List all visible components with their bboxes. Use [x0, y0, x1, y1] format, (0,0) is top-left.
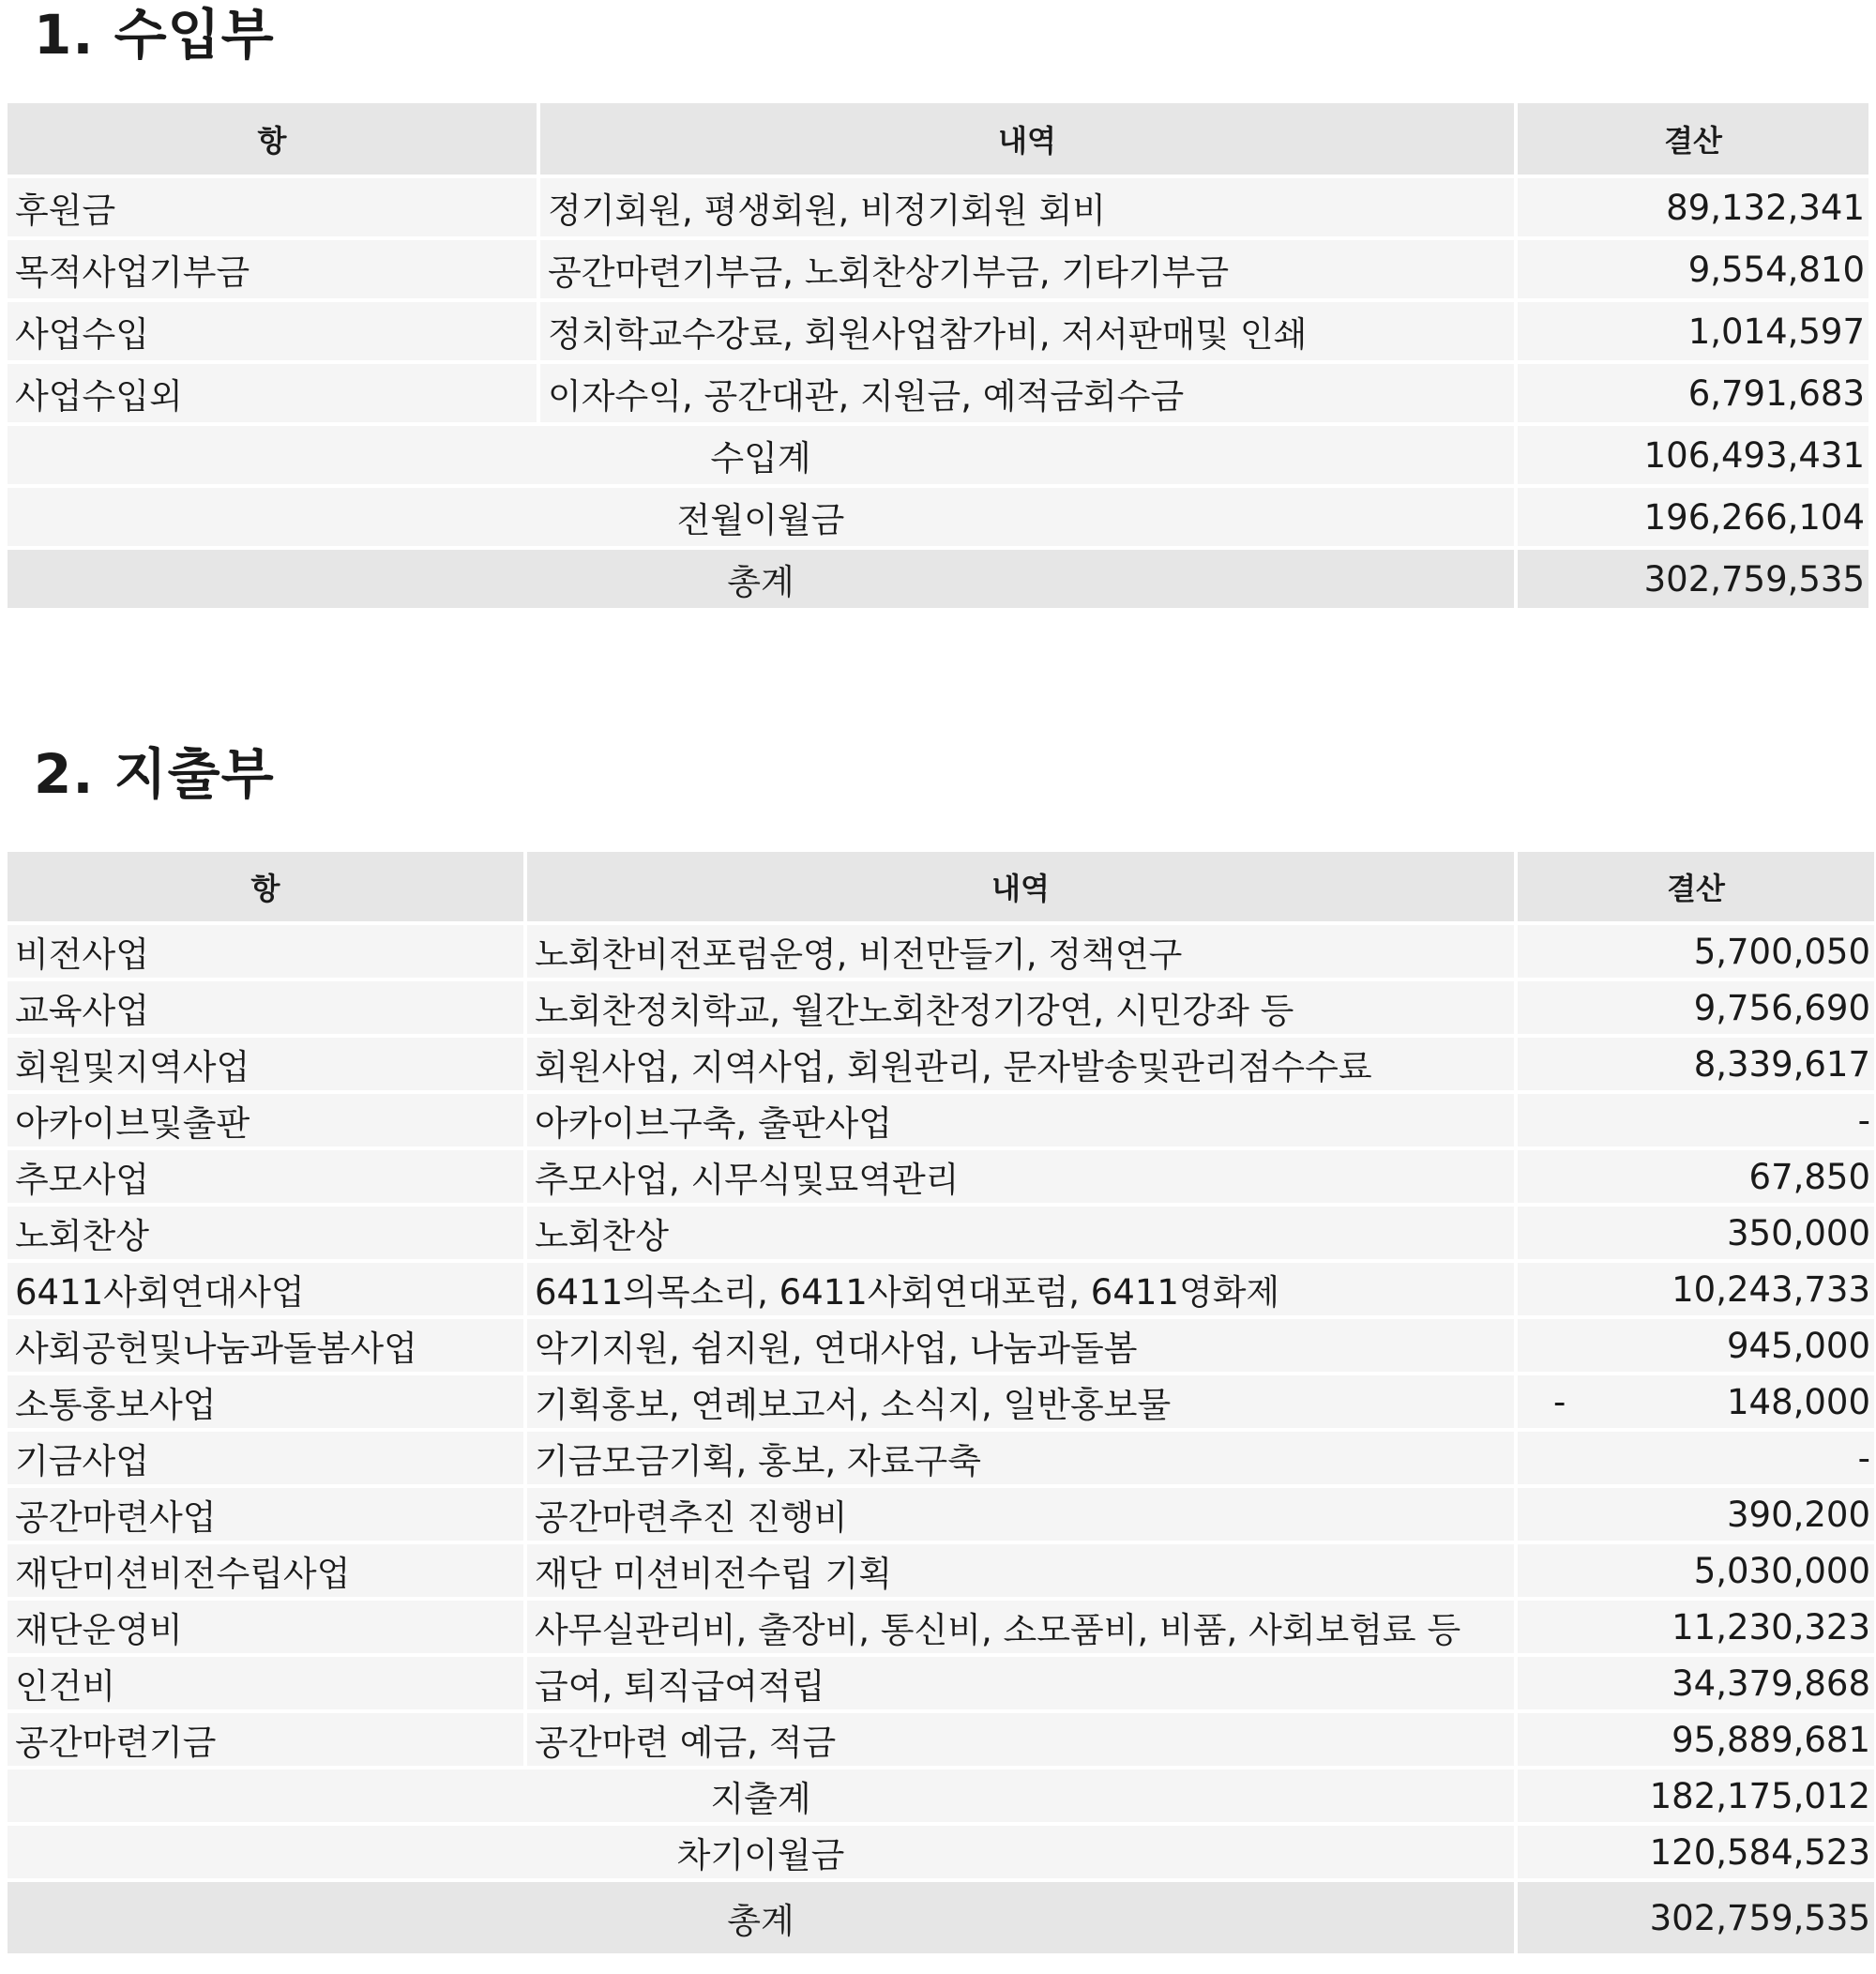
- expense-amount-cell: [1518, 1375, 1874, 1428]
- expense-item-cell: 추모사업: [8, 1150, 527, 1203]
- income-summary-amount: 196,266,104: [1518, 488, 1868, 546]
- expense-amount-cell: 34,379,868: [1518, 1657, 1874, 1709]
- expense-section-title: 2. 지출부: [34, 742, 275, 806]
- expense-detail-cell: 기획홍보, 연례보고서, 소식지, 일반홍보물: [527, 1375, 1518, 1428]
- expense-header-row: [8, 852, 1874, 921]
- expense-amount-cell: 67,850: [1518, 1150, 1874, 1203]
- income-detail-cell: 정기회원, 평생회원, 비정기회원 회비: [540, 178, 1518, 236]
- income-detail-cell: 공간마련기부금, 노회찬상기부금, 기타기부금: [540, 240, 1518, 298]
- expense-amount-cell: 95,889,681: [1518, 1713, 1874, 1766]
- expense-detail-cell: 추모사업, 시무식및묘역관리: [527, 1150, 1518, 1203]
- income-summary-label: 수입계: [8, 426, 1518, 484]
- expense-row: [8, 1207, 1874, 1259]
- income-table: [8, 99, 1868, 612]
- expense-summary-amount: 182,175,012: [1518, 1769, 1874, 1822]
- income-summary-row: [8, 426, 1868, 484]
- expense-amount-wrapper: [1525, 1382, 1870, 1422]
- expense-amount-cell: 10,243,733: [1518, 1263, 1874, 1315]
- expense-row: [8, 1375, 1874, 1428]
- expense-item-cell: 기금사업: [8, 1432, 527, 1484]
- expense-summary-label: 지출계: [8, 1769, 1518, 1822]
- expense-amount-cell: 11,230,323: [1518, 1601, 1874, 1653]
- expense-row: [8, 1263, 1874, 1315]
- expense-amount-cell: -: [1518, 1432, 1874, 1484]
- expense-item-cell: 6411사회연대사업: [8, 1263, 527, 1315]
- income-header-detail: 내역: [540, 103, 1518, 175]
- expense-amount-cell: 9,756,690: [1518, 981, 1874, 1034]
- expense-detail-cell: 아카이브구축, 출판사업: [527, 1094, 1518, 1146]
- expense-amount-value: 148,000: [1726, 1381, 1870, 1422]
- expense-item-cell: 비전사업: [8, 925, 527, 978]
- expense-amount-cell: 350,000: [1518, 1207, 1874, 1259]
- expense-row: [8, 925, 1874, 978]
- expense-row: [8, 1319, 1874, 1372]
- expense-item-cell: 재단미션비전수립사업: [8, 1544, 527, 1597]
- expense-row: [8, 1432, 1874, 1484]
- expense-row: [8, 1713, 1874, 1766]
- expense-detail-cell: 노회찬상: [527, 1207, 1518, 1259]
- expense-detail-cell: 공간마련추진 진행비: [527, 1488, 1518, 1541]
- income-header-row: [8, 103, 1868, 175]
- expense-detail-cell: 급여, 퇴직급여적립: [527, 1657, 1518, 1709]
- expense-table: [8, 848, 1874, 1957]
- expense-amount-cell: 5,030,000: [1518, 1544, 1874, 1597]
- expense-amount-cell: 390,200: [1518, 1488, 1874, 1541]
- income-amount-cell: 9,554,810: [1518, 240, 1868, 298]
- expense-summary-row: [8, 1769, 1874, 1822]
- expense-amount-sign: -: [1553, 1381, 1566, 1422]
- income-amount-cell: 1,014,597: [1518, 302, 1868, 360]
- expense-header-item: 항: [8, 852, 527, 921]
- income-item-cell: 사업수입: [8, 302, 540, 360]
- expense-total-amount: 302,759,535: [1518, 1882, 1874, 1953]
- expense-row: [8, 981, 1874, 1034]
- income-summary-row: [8, 488, 1868, 546]
- expense-summary-label: 차기이월금: [8, 1826, 1518, 1878]
- expense-row: [8, 1657, 1874, 1709]
- expense-detail-cell: 노회찬정치학교, 월간노회찬정기강연, 시민강좌 등: [527, 981, 1518, 1034]
- expense-row: [8, 1488, 1874, 1541]
- income-row: [8, 178, 1868, 236]
- income-summary-amount: 106,493,431: [1518, 426, 1868, 484]
- income-amount-cell: 89,132,341: [1518, 178, 1868, 236]
- income-summary-label: 전월이월금: [8, 488, 1518, 546]
- expense-total-row: [8, 1882, 1874, 1953]
- expense-item-cell: 사회공헌및나눔과돌봄사업: [8, 1319, 527, 1372]
- income-row: [8, 364, 1868, 422]
- expense-header-detail: 내역: [527, 852, 1518, 921]
- expense-detail-cell: 기금모금기획, 홍보, 자료구축: [527, 1432, 1518, 1484]
- income-row: [8, 240, 1868, 298]
- expense-item-cell: 공간마련기금: [8, 1713, 527, 1766]
- income-total-row: [8, 550, 1868, 608]
- expense-item-cell: 공간마련사업: [8, 1488, 527, 1541]
- expense-detail-cell: 사무실관리비, 출장비, 통신비, 소모품비, 비품, 사회보험료 등: [527, 1601, 1518, 1653]
- income-amount-cell: 6,791,683: [1518, 364, 1868, 422]
- income-row: [8, 302, 1868, 360]
- expense-row: [8, 1601, 1874, 1653]
- expense-detail-cell: 공간마련 예금, 적금: [527, 1713, 1518, 1766]
- expense-item-cell: 교육사업: [8, 981, 527, 1034]
- expense-detail-cell: 노회찬비전포럼운영, 비전만들기, 정책연구: [527, 925, 1518, 978]
- income-detail-cell: 이자수익, 공간대관, 지원금, 예적금회수금: [540, 364, 1518, 422]
- income-item-cell: 목적사업기부금: [8, 240, 540, 298]
- income-item-cell: 사업수입외: [8, 364, 540, 422]
- income-detail-cell: 정치학교수강료, 회원사업참가비, 저서판매및 인쇄: [540, 302, 1518, 360]
- expense-row: [8, 1038, 1874, 1090]
- expense-detail-cell: 악기지원, 쉼지원, 연대사업, 나눔과돌봄: [527, 1319, 1518, 1372]
- expense-item-cell: 아카이브및출판: [8, 1094, 527, 1146]
- expense-detail-cell: 재단 미션비전수립 기획: [527, 1544, 1518, 1597]
- expense-detail-cell: 6411의목소리, 6411사회연대포럼, 6411영화제: [527, 1263, 1518, 1315]
- expense-item-cell: 인건비: [8, 1657, 527, 1709]
- expense-row: [8, 1150, 1874, 1203]
- expense-summary-row: [8, 1826, 1874, 1878]
- expense-item-cell: 회원및지역사업: [8, 1038, 527, 1090]
- expense-header-amount: 결산: [1518, 852, 1874, 921]
- expense-amount-cell: 8,339,617: [1518, 1038, 1874, 1090]
- expense-total-label: 총계: [8, 1882, 1518, 1953]
- expense-summary-amount: 120,584,523: [1518, 1826, 1874, 1878]
- expense-row: [8, 1544, 1874, 1597]
- expense-item-cell: 소통홍보사업: [8, 1375, 527, 1428]
- expense-amount-cell: 945,000: [1518, 1319, 1874, 1372]
- expense-row: [8, 1094, 1874, 1146]
- income-section-title: 1. 수입부: [34, 3, 275, 67]
- income-total-label: 총계: [8, 550, 1518, 608]
- income-total-amount: 302,759,535: [1518, 550, 1868, 608]
- income-item-cell: 후원금: [8, 178, 540, 236]
- expense-item-cell: 재단운영비: [8, 1601, 527, 1653]
- income-header-amount: 결산: [1518, 103, 1868, 175]
- expense-amount-cell: -: [1518, 1094, 1874, 1146]
- income-header-item: 항: [8, 103, 540, 175]
- expense-item-cell: 노회찬상: [8, 1207, 527, 1259]
- expense-detail-cell: 회원사업, 지역사업, 회원관리, 문자발송및관리점수수료: [527, 1038, 1518, 1090]
- expense-amount-cell: 5,700,050: [1518, 925, 1874, 978]
